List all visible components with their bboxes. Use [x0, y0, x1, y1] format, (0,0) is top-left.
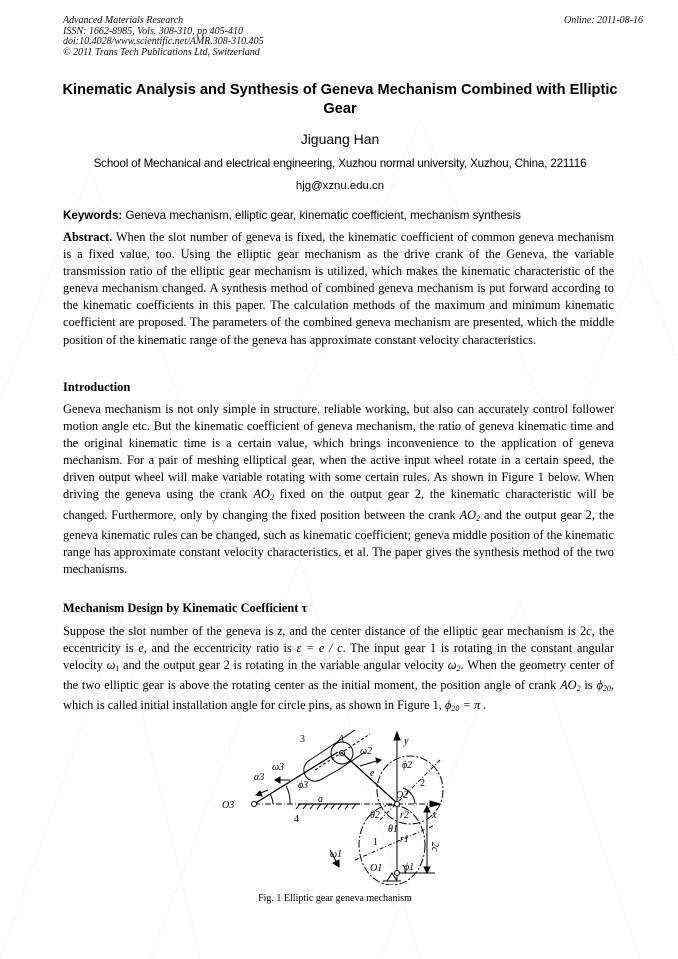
label-4: 4: [294, 814, 299, 825]
figure-1-mechanism-diagram: [220, 730, 450, 885]
keywords-label: Keywords:: [63, 209, 123, 222]
section-heading-introduction: Introduction: [63, 380, 131, 394]
symbol-omega2: $\omega_2$: [447, 658, 461, 674]
label-O1: O1: [370, 863, 383, 874]
introduction-paragraph: [63, 401, 614, 578]
label-e: e: [370, 768, 375, 779]
copyright-line: © 2011 Trans Tech Publications Ltd, Switzerland: [63, 46, 260, 58]
abstract: [63, 229, 614, 349]
author-name: Jiguang Han: [300, 131, 380, 147]
md-text: , the eccentricity is: [63, 624, 614, 656]
author-email[interactable]: hjg@xznu.edu.cn: [295, 180, 385, 192]
label-a: a: [318, 794, 323, 805]
doi-line[interactable]: doi:10.4028/www.scientific.net/AMR.308-310.405: [63, 36, 264, 48]
label-1: 1: [373, 837, 378, 848]
author-affiliation: School of Mechanical and electrical engineering, Xuzhou normal university, Xuzhou, China, 221116: [93, 157, 587, 170]
label-r2: r2: [400, 810, 409, 821]
label-phi2: ϕ2: [402, 760, 413, 771]
figure-caption: Fig. 1 Elliptic gear geneva mechanism: [258, 893, 412, 904]
md-text: is: [580, 678, 597, 693]
md-text: , and the eccentricity ratio is: [143, 641, 297, 656]
label-2: 2: [420, 778, 425, 789]
label-phi1: ϕ1: [404, 862, 415, 873]
crank-symbol: $AO_2$: [560, 678, 581, 694]
intro-text-1: Geneva mechanism is not only simple in structure, reliable working, but also can accurately control follower motion angle etc. But the kinematic coefficient of geneva mechanism, the ratio of geneva kinematic time and the original kinematic time is a certain value, which brings inconvenience to the application of geneva mechanism. For a pair of meshing elliptical gear, when the active input wheel rotate in a certain speed, the driven output wheel will make variable rotating with some certain rules. As shown in Figure 1 below. When driving the geneva using the crank: [63, 402, 614, 502]
section-heading-mechanism-design: Mechanism Design by Kinematic Coefficient τ: [63, 601, 308, 615]
label-omega3: ω3: [272, 762, 285, 773]
abstract-text: When the slot number of geneva is fixed, the kinematic coefficient of common geneva mechanism is a fixed value, too. Using the elliptic gear mechanism as the drive crank of the Geneva, the variable transmission ratio of the elliptic gear mechanism is utilized, which makes the kinematic characteristic of the geneva mechanism changed. A synthesis method of combined geneva mechanism is put forward according to the kinematic coefficients in this paper. The calculation methods of the maximum and minimum kinematic coefficient are proposed. The parameters of the combined geneva mechanism are presented, which the middle position of the kinematic range of the geneva has approximate constant velocity characteristics.: [63, 230, 614, 347]
journal-name: Advanced Materials Research: [63, 15, 184, 26]
label-3: 3: [300, 734, 305, 745]
label-r1: r1: [400, 834, 409, 845]
symbol-phi20: $\phi_{20}$: [444, 698, 460, 714]
abstract-label: Abstract.: [63, 230, 113, 244]
crank-symbol: $AO_2$: [253, 487, 274, 503]
symbol-c: c: [586, 624, 592, 638]
label-theta2: θ2: [370, 810, 380, 821]
label-O3: O3: [222, 800, 235, 811]
paper-title: Kinematic Analysis and Synthesis of Geneva Mechanism Combined with Elliptic Gear: [62, 82, 618, 117]
label-omega2: ω2: [360, 746, 373, 757]
label-omega1: ω1: [330, 849, 343, 860]
label-x: x: [432, 810, 437, 821]
md-text: , and the center distance of the elliptic gear mechanism is 2: [282, 624, 587, 638]
equation-rhs: = π .: [459, 698, 487, 713]
md-text: Suppose the slot number of the geneva is: [63, 624, 278, 638]
md-text: . When the geometry center of the two elliptic gear is above the rotating center as the initial moment, the position angle of crank: [63, 658, 615, 693]
label-alpha3: α3: [254, 772, 265, 783]
label-y: y: [404, 736, 409, 747]
symbol-omega1: $\omega_1$: [106, 658, 120, 674]
md-text: and the output gear 2 is rotating in the variable angular velocity: [119, 658, 448, 673]
keywords-text: Geneva mechanism, elliptic gear, kinematic coefficient, mechanism synthesis: [122, 209, 521, 222]
label-theta1: θ1: [388, 824, 398, 835]
crank-symbol: $AO_2$: [459, 507, 481, 523]
intro-text-2: fixed on the output gear 2, the kinematic characteristic will be changed. Furthermore, only by changing the fixed position between the crank: [63, 487, 615, 522]
mechanism-design-paragraph: [63, 623, 614, 717]
journal-header: [63, 16, 264, 58]
issn-line: ISSN: 1662-8985, Vols. 308-310, pp 405-410: [63, 25, 243, 37]
label-O2: O2: [396, 790, 409, 801]
intro-text-3: and the output gear 2, the geneva kinematic rules can be changed, such as kinematic coefficient; geneva middle position of the kinematic range has approximate constant velocity characteristics, et al. The paper gives the synthesis method of the two mechanisms.: [63, 507, 614, 576]
label-phi3: ϕ3: [298, 780, 309, 791]
keywords: [63, 209, 623, 222]
md-text: . The input gear 1 is rotating in the constant angular velocity: [63, 641, 614, 673]
label-A: A: [338, 734, 345, 745]
eccentricity-ratio-equation: ε = e / c: [296, 641, 343, 656]
online-date: Online: 2011-08-16: [564, 15, 643, 26]
label-2c: 2c: [429, 842, 440, 852]
symbol-e: e: [138, 641, 144, 656]
symbol-z: z: [277, 624, 283, 638]
md-text: , which is called initial installation angle for circle pins, as shown in Figure 1,: [63, 678, 614, 713]
symbol-phi20: $\phi_{20}$: [596, 678, 611, 694]
